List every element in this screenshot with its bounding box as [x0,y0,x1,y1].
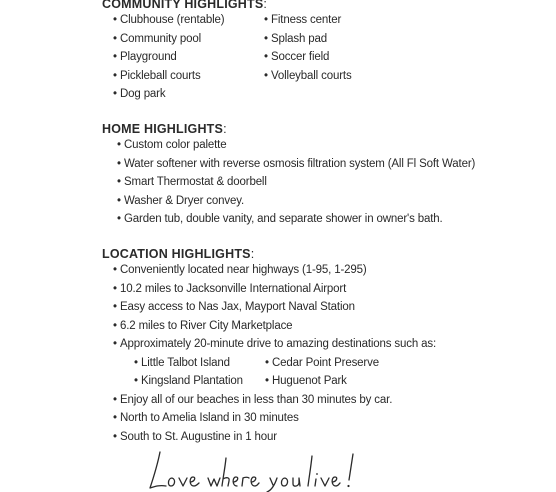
community-item: • Soccer field [264,51,330,63]
community-item: • Clubhouse (rentable) [113,14,225,26]
community-item: • Volleyball courts [264,70,352,82]
home-item: • Garden tub, double vanity, and separate shower in owner's bath. [117,213,443,225]
destination-item: • Little Talbot Island [134,357,230,369]
love-where-you-live-signature [146,448,376,492]
destination-item: • Cedar Point Preserve [265,357,379,369]
home-heading: HOME HIGHLIGHTS: [102,122,227,136]
location-item: • 6.2 miles to River City Marketplace [113,320,293,332]
community-item: • Playground [113,51,177,63]
destination-item: • Kingsland Plantation [134,375,243,387]
location-item: • Easy access to Nas Jax, Mayport Naval Station [113,301,355,313]
location-item: • South to St. Augustine in 1 hour [113,431,277,443]
location-item: • 10.2 miles to Jacksonville International Airport [113,283,347,295]
home-item: • Water softener with reverse osmosis filtration system (All Fl Soft Water) [117,158,476,170]
community-item: • Pickleball courts [113,70,201,82]
community-heading: COMMUNITY HIGHLIGHTS: [102,0,268,11]
home-item: • Smart Thermostat & doorbell [117,176,267,188]
location-item: • Enjoy all of our beaches in less than 30 minutes by car. [113,394,393,406]
destination-item: • Huguenot Park [265,375,347,387]
location-heading: LOCATION HIGHLIGHTS: [102,247,255,261]
community-item: • Community pool [113,33,201,45]
home-item: • Custom color palette [117,139,227,151]
community-item: • Dog park [113,88,166,100]
location-item: • Conveniently located near highways (1-95, 1-295) [113,264,367,276]
location-item: • North to Amelia Island in 30 minutes [113,412,299,424]
location-item: • Approximately 20-minute drive to amazing destinations such as: [113,338,437,350]
community-item: • Splash pad [264,33,328,45]
home-item: • Washer & Dryer convey. [117,195,245,207]
community-item: • Fitness center [264,14,342,26]
